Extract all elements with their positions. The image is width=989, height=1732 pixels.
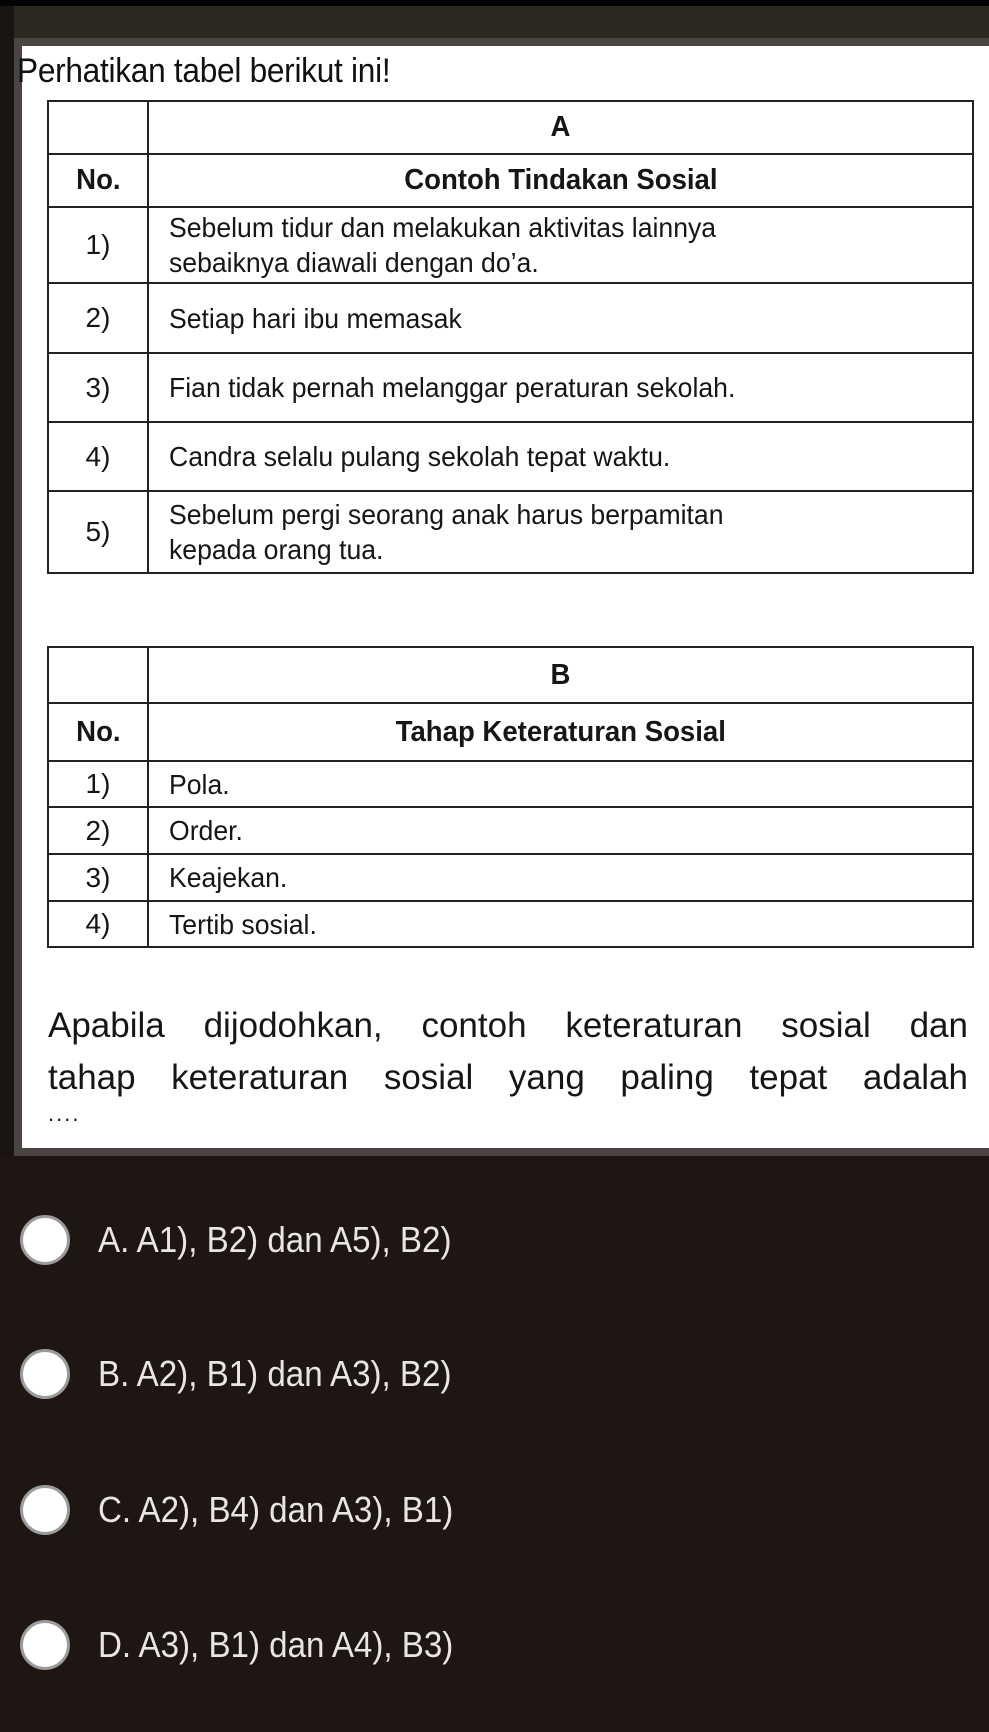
table-row — [48, 807, 973, 854]
table-row — [48, 207, 973, 283]
table-row — [48, 491, 973, 573]
table-a-group-label: A — [148, 101, 973, 154]
table-row — [48, 422, 973, 491]
table-b-col-no: No. — [48, 703, 148, 761]
question-prompt-dots: .... — [48, 1101, 81, 1126]
row-number: 3) — [48, 353, 148, 422]
table-a-col-title: Contoh Tindakan Sosial — [148, 154, 973, 207]
row-number: 1) — [48, 761, 148, 807]
row-text: Sebelum tidur dan melakukan aktivitas lainnya sebaiknya diawali dengan do’a. — [148, 207, 973, 283]
table-a-group-row — [48, 101, 973, 154]
table-b-header-row — [48, 703, 973, 761]
option-a[interactable] — [20, 1212, 482, 1268]
row-number: 1) — [48, 207, 148, 283]
row-number: 2) — [48, 283, 148, 353]
table-b-col-title: Tahap Keteraturan Sosial — [148, 703, 973, 761]
row-text: Tertib sosial. — [148, 901, 973, 947]
option-label[interactable]: B. A2), B1) dan A3), B2) — [98, 1353, 452, 1394]
table-row — [48, 901, 973, 947]
option-c[interactable] — [20, 1482, 484, 1538]
table-row — [48, 854, 973, 901]
row-text: Order. — [148, 807, 973, 854]
row-text: Setiap hari ibu memasak — [148, 283, 973, 353]
table-row — [48, 761, 973, 807]
table-b-group-label: B — [148, 647, 973, 703]
table-b — [47, 646, 974, 948]
row-text: Candra selalu pulang sekolah tepat waktu. — [148, 422, 973, 491]
table-b-group-empty-cell — [48, 647, 148, 703]
option-label[interactable]: A. A1), B2) dan A5), B2) — [98, 1219, 452, 1260]
radio-button-icon[interactable] — [20, 1485, 70, 1535]
table-row — [48, 353, 973, 422]
question-card-bottom-border — [14, 1148, 989, 1156]
option-label[interactable]: D. A3), B1) dan A4), B3) — [98, 1624, 454, 1665]
row-number: 5) — [48, 491, 148, 573]
row-text: Keajekan. — [148, 854, 973, 901]
table-b-group-row — [48, 647, 973, 703]
option-label[interactable]: C. A2), B4) dan A3), B1) — [98, 1489, 454, 1530]
question-prompt — [48, 1000, 968, 1124]
top-dark-band — [0, 6, 989, 40]
radio-button-icon[interactable] — [20, 1215, 70, 1265]
table-a-col-no: No. — [48, 154, 148, 207]
table-a — [47, 100, 974, 574]
question-prompt-line-2: tahap keteraturan sosial yang paling tepat adalah — [48, 1058, 968, 1097]
radio-button-icon[interactable] — [20, 1349, 70, 1399]
option-d[interactable] — [20, 1617, 484, 1673]
row-number: 4) — [48, 422, 148, 491]
row-text: Fian tidak pernah melanggar peraturan sekolah. — [148, 353, 973, 422]
option-b[interactable] — [20, 1346, 482, 1402]
row-text: Pola. — [148, 761, 973, 807]
row-number: 3) — [48, 854, 148, 901]
table-a-header-row — [48, 154, 973, 207]
table-row — [48, 283, 973, 353]
table-a-group-empty-cell — [48, 101, 148, 154]
row-number: 2) — [48, 807, 148, 854]
radio-button-icon[interactable] — [20, 1620, 70, 1670]
question-title: . Perhatikan tabel berikut ini! — [0, 52, 391, 90]
row-text: Sebelum pergi seorang anak harus berpamitan kepada orang tua. — [148, 491, 973, 573]
question-prompt-line-1: Apabila dijodohkan, contoh keteraturan sosial dan — [48, 1006, 968, 1045]
row-number: 4) — [48, 901, 148, 947]
question-card — [0, 46, 989, 1148]
left-dark-strip — [0, 6, 14, 1156]
